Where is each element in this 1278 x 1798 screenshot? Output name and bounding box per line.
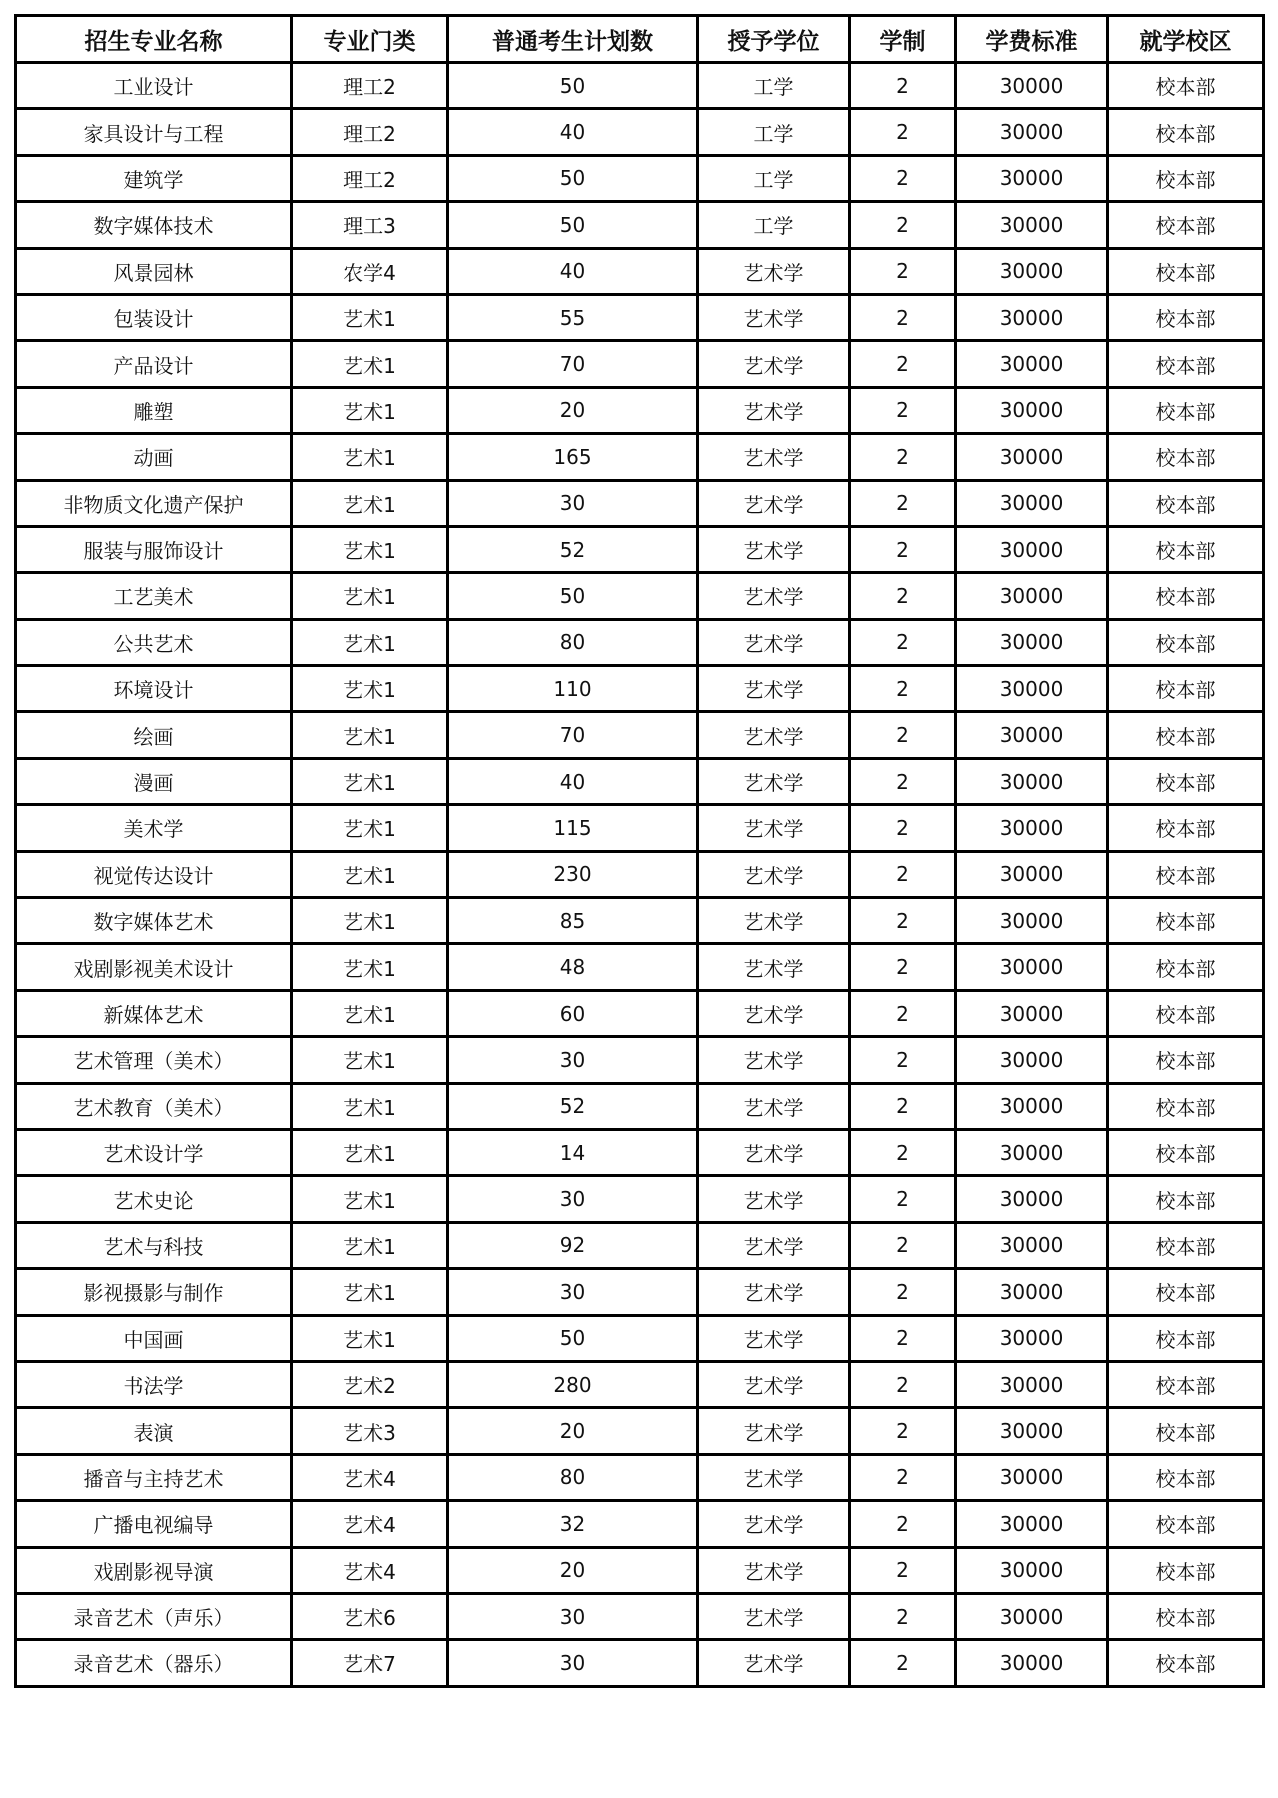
cell-campus: 校本部 [1108,480,1264,526]
cell-major-name: 雕塑 [16,387,292,433]
table-row [16,1037,1264,1083]
cell-duration: 2 [850,1269,956,1315]
cell-duration: 2 [850,1315,956,1361]
cell-major-name: 包装设计 [16,294,292,340]
cell-plan-count: 70 [448,712,698,758]
cell-degree: 艺术学 [698,1129,850,1175]
cell-tuition: 30000 [956,294,1108,340]
cell-discipline: 艺术1 [292,1222,448,1268]
cell-plan-count: 40 [448,109,698,155]
cell-plan-count: 50 [448,63,698,109]
cell-campus: 校本部 [1108,434,1264,480]
table-row [16,1269,1264,1315]
cell-major-name: 工业设计 [16,63,292,109]
cell-degree: 艺术学 [698,294,850,340]
cell-campus: 校本部 [1108,526,1264,572]
cell-duration: 2 [850,805,956,851]
cell-plan-count: 92 [448,1222,698,1268]
table-row [16,944,1264,990]
cell-campus: 校本部 [1108,1269,1264,1315]
cell-major-name: 艺术教育（美术） [16,1083,292,1129]
cell-plan-count: 52 [448,526,698,572]
cell-discipline: 艺术4 [292,1501,448,1547]
header-discipline: 专业门类 [292,16,448,63]
cell-major-name: 广播电视编导 [16,1501,292,1547]
cell-campus: 校本部 [1108,63,1264,109]
cell-major-name: 美术学 [16,805,292,851]
table-body [16,63,1264,1687]
cell-campus: 校本部 [1108,758,1264,804]
cell-discipline: 艺术2 [292,1361,448,1407]
cell-plan-count: 52 [448,1083,698,1129]
cell-degree: 工学 [698,109,850,155]
header-degree: 授予学位 [698,16,850,63]
cell-discipline: 艺术1 [292,1129,448,1175]
cell-campus: 校本部 [1108,1593,1264,1639]
table-header-row [16,16,1264,63]
cell-plan-count: 50 [448,202,698,248]
table-row [16,1129,1264,1175]
cell-major-name: 表演 [16,1408,292,1454]
cell-tuition: 30000 [956,1361,1108,1407]
cell-campus: 校本部 [1108,666,1264,712]
cell-degree: 艺术学 [698,387,850,433]
cell-duration: 2 [850,619,956,665]
cell-discipline: 艺术1 [292,526,448,572]
table-row [16,573,1264,619]
cell-campus: 校本部 [1108,1640,1264,1686]
table-row [16,758,1264,804]
cell-plan-count: 30 [448,1176,698,1222]
cell-tuition: 30000 [956,1593,1108,1639]
table-row [16,63,1264,109]
cell-duration: 2 [850,573,956,619]
table-row [16,1408,1264,1454]
cell-campus: 校本部 [1108,990,1264,1036]
cell-campus: 校本部 [1108,1315,1264,1361]
cell-plan-count: 80 [448,1454,698,1500]
cell-duration: 2 [850,898,956,944]
cell-tuition: 30000 [956,387,1108,433]
cell-tuition: 30000 [956,944,1108,990]
cell-tuition: 30000 [956,341,1108,387]
cell-major-name: 绘画 [16,712,292,758]
cell-degree: 艺术学 [698,944,850,990]
cell-plan-count: 40 [448,758,698,804]
cell-campus: 校本部 [1108,387,1264,433]
cell-discipline: 艺术1 [292,851,448,897]
cell-tuition: 30000 [956,1501,1108,1547]
cell-tuition: 30000 [956,573,1108,619]
cell-major-name: 影视摄影与制作 [16,1269,292,1315]
cell-major-name: 服装与服饰设计 [16,526,292,572]
table-row [16,109,1264,155]
cell-plan-count: 230 [448,851,698,897]
table-row [16,619,1264,665]
cell-plan-count: 32 [448,1501,698,1547]
cell-campus: 校本部 [1108,109,1264,155]
cell-degree: 艺术学 [698,851,850,897]
cell-discipline: 艺术1 [292,1269,448,1315]
cell-degree: 艺术学 [698,573,850,619]
cell-plan-count: 165 [448,434,698,480]
cell-duration: 2 [850,294,956,340]
cell-plan-count: 30 [448,1640,698,1686]
table-row [16,480,1264,526]
cell-campus: 校本部 [1108,1037,1264,1083]
cell-major-name: 戏剧影视导演 [16,1547,292,1593]
cell-major-name: 艺术史论 [16,1176,292,1222]
table-row [16,248,1264,294]
cell-discipline: 艺术1 [292,619,448,665]
cell-major-name: 数字媒体艺术 [16,898,292,944]
cell-plan-count: 85 [448,898,698,944]
table-row [16,1593,1264,1639]
cell-degree: 工学 [698,63,850,109]
cell-plan-count: 20 [448,1547,698,1593]
table-row [16,1315,1264,1361]
cell-plan-count: 20 [448,1408,698,1454]
enrollment-plan-sheet [14,14,1265,1688]
header-tuition: 学费标准 [956,16,1108,63]
cell-degree: 工学 [698,155,850,201]
cell-degree: 艺术学 [698,1176,850,1222]
table-row [16,341,1264,387]
cell-discipline: 艺术1 [292,758,448,804]
cell-degree: 艺术学 [698,1037,850,1083]
cell-campus: 校本部 [1108,573,1264,619]
header-plan-count: 普通考生计划数 [448,16,698,63]
cell-plan-count: 50 [448,573,698,619]
cell-major-name: 动画 [16,434,292,480]
cell-tuition: 30000 [956,851,1108,897]
cell-campus: 校本部 [1108,944,1264,990]
cell-duration: 2 [850,1408,956,1454]
cell-tuition: 30000 [956,480,1108,526]
cell-duration: 2 [850,480,956,526]
table-row [16,434,1264,480]
cell-tuition: 30000 [956,1454,1108,1500]
cell-tuition: 30000 [956,1222,1108,1268]
cell-duration: 2 [850,1037,956,1083]
cell-major-name: 新媒体艺术 [16,990,292,1036]
cell-tuition: 30000 [956,805,1108,851]
cell-discipline: 艺术1 [292,1315,448,1361]
cell-plan-count: 30 [448,480,698,526]
cell-tuition: 30000 [956,619,1108,665]
cell-tuition: 30000 [956,202,1108,248]
cell-discipline: 艺术1 [292,898,448,944]
cell-degree: 艺术学 [698,1222,850,1268]
cell-duration: 2 [850,1222,956,1268]
cell-major-name: 艺术设计学 [16,1129,292,1175]
cell-major-name: 中国画 [16,1315,292,1361]
cell-degree: 艺术学 [698,1361,850,1407]
table-row [16,526,1264,572]
table-row [16,1501,1264,1547]
cell-plan-count: 30 [448,1037,698,1083]
cell-duration: 2 [850,1593,956,1639]
cell-major-name: 录音艺术（声乐） [16,1593,292,1639]
cell-campus: 校本部 [1108,851,1264,897]
cell-duration: 2 [850,341,956,387]
cell-tuition: 30000 [956,1037,1108,1083]
cell-tuition: 30000 [956,1408,1108,1454]
cell-plan-count: 14 [448,1129,698,1175]
cell-discipline: 艺术1 [292,573,448,619]
cell-duration: 2 [850,155,956,201]
cell-degree: 艺术学 [698,526,850,572]
cell-degree: 艺术学 [698,434,850,480]
table-row [16,1640,1264,1686]
table-row [16,851,1264,897]
cell-tuition: 30000 [956,1083,1108,1129]
cell-duration: 2 [850,434,956,480]
cell-duration: 2 [850,851,956,897]
cell-major-name: 视觉传达设计 [16,851,292,897]
cell-major-name: 建筑学 [16,155,292,201]
cell-degree: 艺术学 [698,480,850,526]
cell-campus: 校本部 [1108,248,1264,294]
cell-duration: 2 [850,202,956,248]
cell-tuition: 30000 [956,1315,1108,1361]
cell-discipline: 艺术4 [292,1454,448,1500]
cell-plan-count: 50 [448,1315,698,1361]
cell-campus: 校本部 [1108,1222,1264,1268]
table-row [16,1176,1264,1222]
table-row [16,990,1264,1036]
cell-major-name: 公共艺术 [16,619,292,665]
cell-major-name: 产品设计 [16,341,292,387]
cell-degree: 艺术学 [698,805,850,851]
table-row [16,387,1264,433]
cell-plan-count: 50 [448,155,698,201]
cell-campus: 校本部 [1108,898,1264,944]
cell-tuition: 30000 [956,1129,1108,1175]
cell-discipline: 理工2 [292,155,448,201]
cell-tuition: 30000 [956,666,1108,712]
cell-degree: 艺术学 [698,341,850,387]
cell-tuition: 30000 [956,1547,1108,1593]
cell-plan-count: 115 [448,805,698,851]
cell-discipline: 艺术7 [292,1640,448,1686]
cell-campus: 校本部 [1108,155,1264,201]
cell-plan-count: 80 [448,619,698,665]
cell-duration: 2 [850,1176,956,1222]
cell-tuition: 30000 [956,1269,1108,1315]
cell-degree: 艺术学 [698,1640,850,1686]
header-campus: 就学校区 [1108,16,1264,63]
cell-discipline: 艺术1 [292,480,448,526]
cell-campus: 校本部 [1108,1176,1264,1222]
table-row [16,1361,1264,1407]
cell-major-name: 工艺美术 [16,573,292,619]
cell-duration: 2 [850,1454,956,1500]
cell-discipline: 理工3 [292,202,448,248]
cell-discipline: 艺术1 [292,990,448,1036]
cell-duration: 2 [850,109,956,155]
cell-tuition: 30000 [956,63,1108,109]
table-row [16,666,1264,712]
cell-discipline: 艺术1 [292,434,448,480]
cell-discipline: 艺术1 [292,387,448,433]
cell-discipline: 艺术1 [292,294,448,340]
cell-duration: 2 [850,1501,956,1547]
cell-discipline: 艺术1 [292,341,448,387]
cell-campus: 校本部 [1108,619,1264,665]
cell-degree: 艺术学 [698,990,850,1036]
cell-major-name: 书法学 [16,1361,292,1407]
cell-degree: 艺术学 [698,1547,850,1593]
cell-duration: 2 [850,526,956,572]
cell-duration: 2 [850,63,956,109]
cell-tuition: 30000 [956,758,1108,804]
table-row [16,1222,1264,1268]
cell-discipline: 艺术4 [292,1547,448,1593]
cell-discipline: 艺术3 [292,1408,448,1454]
cell-tuition: 30000 [956,248,1108,294]
header-major-name: 招生专业名称 [16,16,292,63]
cell-plan-count: 30 [448,1593,698,1639]
table-row [16,805,1264,851]
cell-tuition: 30000 [956,1176,1108,1222]
table-row [16,155,1264,201]
cell-plan-count: 48 [448,944,698,990]
cell-duration: 2 [850,1361,956,1407]
cell-duration: 2 [850,712,956,758]
cell-degree: 艺术学 [698,712,850,758]
cell-campus: 校本部 [1108,805,1264,851]
cell-campus: 校本部 [1108,1361,1264,1407]
cell-campus: 校本部 [1108,1454,1264,1500]
cell-plan-count: 70 [448,341,698,387]
cell-duration: 2 [850,1083,956,1129]
cell-duration: 2 [850,990,956,1036]
cell-major-name: 艺术管理（美术） [16,1037,292,1083]
cell-discipline: 艺术1 [292,1083,448,1129]
cell-discipline: 艺术1 [292,944,448,990]
cell-degree: 艺术学 [698,1269,850,1315]
cell-major-name: 环境设计 [16,666,292,712]
cell-degree: 艺术学 [698,1501,850,1547]
cell-discipline: 艺术1 [292,712,448,758]
cell-duration: 2 [850,758,956,804]
cell-discipline: 艺术1 [292,805,448,851]
table-row [16,1083,1264,1129]
cell-plan-count: 280 [448,1361,698,1407]
cell-degree: 艺术学 [698,619,850,665]
cell-discipline: 艺术6 [292,1593,448,1639]
cell-tuition: 30000 [956,434,1108,480]
cell-major-name: 家具设计与工程 [16,109,292,155]
cell-discipline: 艺术1 [292,666,448,712]
cell-campus: 校本部 [1108,1083,1264,1129]
cell-tuition: 30000 [956,155,1108,201]
cell-degree: 艺术学 [698,666,850,712]
cell-campus: 校本部 [1108,294,1264,340]
cell-plan-count: 40 [448,248,698,294]
cell-duration: 2 [850,944,956,990]
cell-tuition: 30000 [956,1640,1108,1686]
cell-degree: 艺术学 [698,1593,850,1639]
cell-campus: 校本部 [1108,1129,1264,1175]
cell-discipline: 农学4 [292,248,448,294]
cell-campus: 校本部 [1108,1408,1264,1454]
cell-duration: 2 [850,1129,956,1175]
cell-campus: 校本部 [1108,1547,1264,1593]
cell-discipline: 理工2 [292,63,448,109]
table-row [16,1454,1264,1500]
cell-campus: 校本部 [1108,202,1264,248]
cell-degree: 艺术学 [698,898,850,944]
table-row [16,294,1264,340]
cell-plan-count: 30 [448,1269,698,1315]
cell-plan-count: 55 [448,294,698,340]
cell-campus: 校本部 [1108,712,1264,758]
cell-duration: 2 [850,1547,956,1593]
cell-plan-count: 20 [448,387,698,433]
cell-major-name: 非物质文化遗产保护 [16,480,292,526]
cell-plan-count: 60 [448,990,698,1036]
table-row [16,202,1264,248]
cell-degree: 艺术学 [698,248,850,294]
cell-campus: 校本部 [1108,341,1264,387]
cell-discipline: 艺术1 [292,1037,448,1083]
cell-major-name: 漫画 [16,758,292,804]
cell-campus: 校本部 [1108,1501,1264,1547]
cell-major-name: 播音与主持艺术 [16,1454,292,1500]
table-row [16,712,1264,758]
cell-tuition: 30000 [956,109,1108,155]
cell-tuition: 30000 [956,898,1108,944]
cell-degree: 工学 [698,202,850,248]
cell-discipline: 艺术1 [292,1176,448,1222]
cell-tuition: 30000 [956,526,1108,572]
cell-major-name: 戏剧影视美术设计 [16,944,292,990]
cell-duration: 2 [850,666,956,712]
cell-tuition: 30000 [956,712,1108,758]
header-duration: 学制 [850,16,956,63]
cell-discipline: 理工2 [292,109,448,155]
cell-degree: 艺术学 [698,758,850,804]
cell-duration: 2 [850,387,956,433]
cell-degree: 艺术学 [698,1315,850,1361]
cell-degree: 艺术学 [698,1083,850,1129]
cell-duration: 2 [850,1640,956,1686]
table-row [16,898,1264,944]
cell-degree: 艺术学 [698,1454,850,1500]
cell-plan-count: 110 [448,666,698,712]
cell-major-name: 数字媒体技术 [16,202,292,248]
table-row [16,1547,1264,1593]
enrollment-plan-table [14,14,1265,1688]
cell-degree: 艺术学 [698,1408,850,1454]
cell-duration: 2 [850,248,956,294]
cell-tuition: 30000 [956,990,1108,1036]
cell-major-name: 艺术与科技 [16,1222,292,1268]
cell-major-name: 风景园林 [16,248,292,294]
cell-major-name: 录音艺术（器乐） [16,1640,292,1686]
